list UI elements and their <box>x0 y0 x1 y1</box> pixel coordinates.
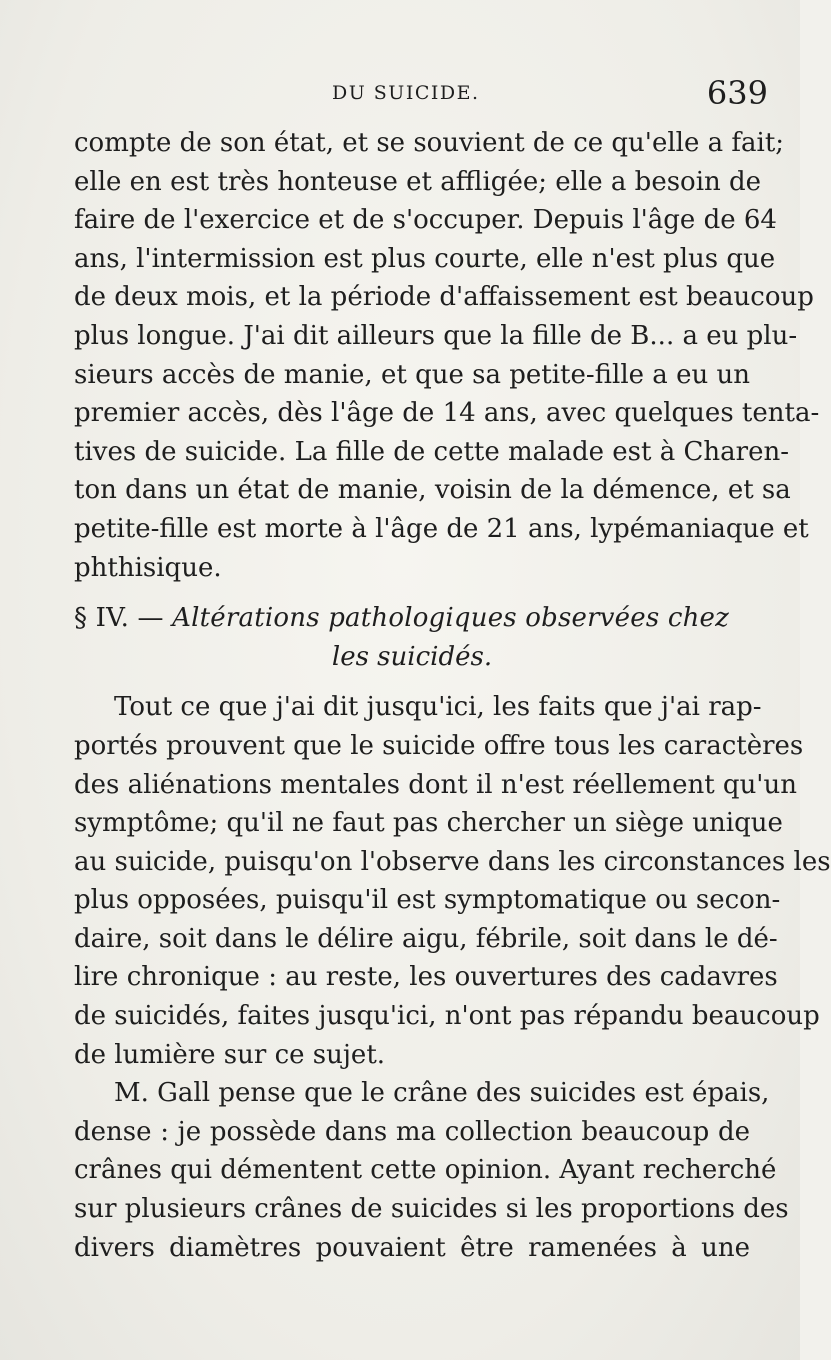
paragraph-3 <box>74 1074 789 1267</box>
text-line: divers diamètres pouvaient être ramenées à une <box>74 1232 750 1263</box>
text-line: elle en est très honteuse et affligée; elle a besoin de <box>74 166 762 197</box>
text-line: au suicide, puisqu'on l'observe dans les circonstances les <box>74 846 831 877</box>
text-line: ans, l'intermission est plus courte, elle n'est plus que <box>74 243 776 274</box>
text-line: faire de l'exercice et de s'occuper. Depuis l'âge de 64 <box>74 205 777 236</box>
page-header <box>0 74 800 118</box>
text-line: M. Gall pense que le crâne des suicides est épais, <box>114 1078 770 1109</box>
paragraph-1 <box>74 124 820 587</box>
text-line: daire, soit dans le délire aigu, fébrile, soit dans le dé- <box>74 923 778 954</box>
text-line: phthisique. <box>74 552 222 583</box>
text-line: de lumière sur ce sujet. <box>74 1039 386 1070</box>
section-number: § IV. — <box>74 603 164 634</box>
text-line: Tout ce que j'ai dit jusqu'ici, les faits que j'ai rap- <box>114 692 762 723</box>
text-line: tives de suicide. La fille de cette malade est à Charen- <box>74 436 789 467</box>
page-number: 639 <box>706 74 768 112</box>
text-line: des aliénations mentales dont il n'est réellement qu'un <box>74 769 797 800</box>
text-line: petite-fille est morte à l'âge de 21 ans, lypémaniaque et <box>74 513 809 544</box>
text-line: de suicidés, faites jusqu'ici, n'ont pas répandu beaucoup <box>74 1001 820 1032</box>
text-line: sieurs accès de manie, et que sa petite-fille a eu un <box>74 359 750 390</box>
text-line: ton dans un état de manie, voisin de la démence, et sa <box>74 475 791 506</box>
text-line: sur plusieurs crânes de suicides si les proportions des <box>74 1194 789 1225</box>
section-title-continued: les suicidés. <box>331 641 493 672</box>
text-line: dense : je possède dans ma collection beaucoup de <box>74 1116 750 1147</box>
text-line: portés prouvent que le suicide offre tous les caractères <box>74 730 804 761</box>
text-line: de deux mois, et la période d'affaissement est beaucoup <box>74 282 814 313</box>
text-line: compte de son état, et se souvient de ce qu'elle a fait; <box>74 128 785 158</box>
section-heading-line-1 <box>74 599 750 638</box>
text-line: plus opposées, puisqu'il est symptomatique ou secon- <box>74 885 781 916</box>
text-line: plus longue. J'ai dit ailleurs que la fille de B... a eu plu- <box>74 320 798 351</box>
text-line: lire chronique : au reste, les ouvertures des cadavres <box>74 962 778 993</box>
body-text <box>74 124 831 1267</box>
section-title: Altérations pathologiques observées chez <box>172 603 730 634</box>
text-line: crânes qui démentent cette opinion. Ayant recherché <box>74 1155 777 1186</box>
running-title: DU SUICIDE. <box>332 82 480 104</box>
text-line: symptôme; qu'il ne faut pas chercher un siège unique <box>74 808 783 839</box>
paragraph-2 <box>74 688 831 1074</box>
text-line: premier accès, dès l'âge de 14 ans, avec quelques tenta- <box>74 398 820 429</box>
section-heading <box>74 599 750 676</box>
